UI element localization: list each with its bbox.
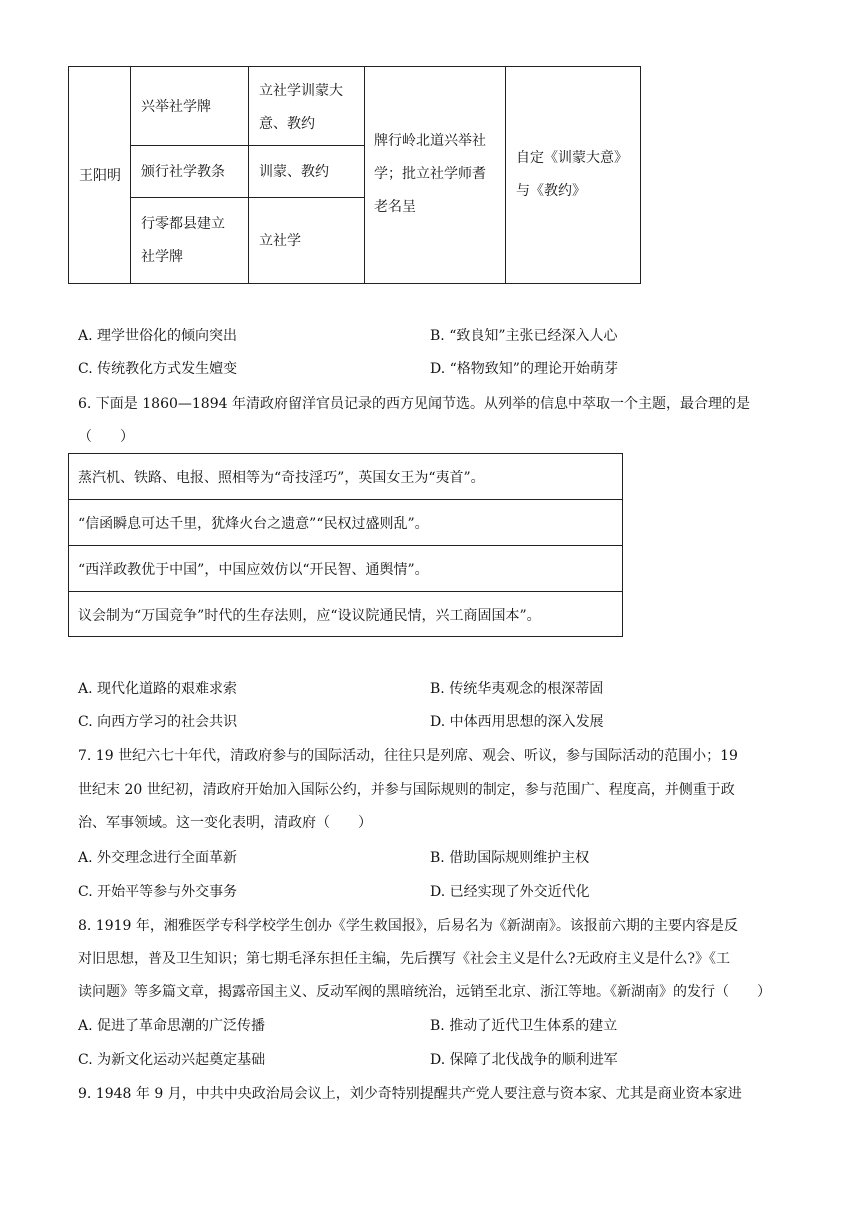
quote-text: “信函瞬息可达千里，犹烽火台之遗意”“民权过盛则乱”。 bbox=[78, 516, 429, 532]
q6-option-d[interactable]: D. 中体西用思想的深入发展 bbox=[430, 714, 604, 730]
table-text: 意、教约 bbox=[259, 116, 315, 132]
table-text: 立社学 bbox=[259, 233, 301, 249]
q7-option-c[interactable]: C. 开始平等参与外交事务 bbox=[78, 884, 238, 900]
table-cell-person bbox=[68, 66, 131, 284]
quote-text: 议会制为“万国竞争”时代的生存法则，应“设议院通民情，兴工商固国本”。 bbox=[78, 608, 541, 624]
q7-stem-line3: 治、军事领域。这一变化表明，清政府（ ） bbox=[78, 815, 372, 831]
table-text: 训蒙、教约 bbox=[259, 164, 329, 180]
quote-row bbox=[69, 454, 622, 500]
q8-option-b[interactable]: B. 推动了近代卫生体系的建立 bbox=[430, 1018, 618, 1034]
q8-stem-line1: 8. 1919 年，湘雅医学专科学校学生创办《学生救国报》，后易名为《新湖南》。该报前六期的主要内容是反 bbox=[78, 918, 738, 934]
q6-stem-line1: 6. 下面是 1860—1894 年清政府留洋官员记录的西方见闻节选。从列举的信息中萃取一个主题，最合理的是 bbox=[78, 396, 750, 412]
table-person-name: 王阳明 bbox=[79, 168, 121, 184]
table-text: 学；批立社学师耆 bbox=[374, 166, 486, 182]
quote-row bbox=[69, 592, 622, 636]
q8-option-c[interactable]: C. 为新文化运动兴起奠定基础 bbox=[78, 1052, 266, 1068]
quote-row bbox=[69, 546, 622, 592]
table-text: 与《教约》 bbox=[516, 183, 586, 199]
q7-option-b[interactable]: B. 借助国际规则维护主权 bbox=[430, 850, 590, 866]
table-text: 老名呈 bbox=[374, 199, 416, 215]
q5-option-c[interactable]: C. 传统教化方式发生嬗变 bbox=[78, 361, 238, 377]
table-cell bbox=[130, 197, 249, 284]
table-cell bbox=[248, 197, 365, 284]
table-text: 兴举社学牌 bbox=[141, 99, 211, 115]
q8-stem-line2: 对旧思想，普及卫生知识；第七期毛泽东担任主编，先后撰写《社会主义是什么?无政府主义是什么?》《工 bbox=[78, 951, 731, 967]
table-cell bbox=[130, 66, 249, 146]
table-text: 自定《训蒙大意》 bbox=[516, 150, 628, 166]
table-cell bbox=[248, 145, 365, 198]
q6-option-b[interactable]: B. 传统华夷观念的根深蒂固 bbox=[430, 681, 604, 697]
table-cell bbox=[364, 66, 506, 284]
reform-table bbox=[68, 66, 641, 284]
q7-option-a[interactable]: A. 外交理念进行全面革新 bbox=[78, 850, 238, 866]
table-text: 立社学训蒙大 bbox=[259, 83, 343, 99]
quote-text: “西洋政教优于中国”，中国应效仿以“开民智、通舆情”。 bbox=[78, 562, 429, 578]
quote-text: 蒸汽机、铁路、电报、照相等为“奇技淫巧”，英国女王为“夷首”。 bbox=[78, 470, 485, 486]
q5-option-a[interactable]: A. 理学世俗化的倾向突出 bbox=[78, 328, 238, 344]
table-text: 颁行社学教条 bbox=[141, 164, 225, 180]
q9-stem-line1: 9. 1948 年 9 月，中共中央政治局会议上，刘少奇特别提醒共产党人要注意与资本家、尤其是商业资本家进 bbox=[78, 1086, 742, 1102]
q5-option-b[interactable]: B. “致良知”主张已经深入人心 bbox=[430, 328, 618, 344]
table-text: 行零都县建立 bbox=[141, 216, 225, 232]
table-cell bbox=[248, 66, 365, 146]
q6-option-a[interactable]: A. 现代化道路的艰难求索 bbox=[78, 681, 238, 697]
quote-row bbox=[69, 500, 622, 546]
q7-stem-line1: 7. 19 世纪六七十年代，清政府参与的国际活动，往往只是列席、观会、听议，参与国际活动的范围小；19 bbox=[78, 748, 738, 764]
q8-option-a[interactable]: A. 促进了革命思潮的广泛传播 bbox=[78, 1018, 266, 1034]
table-text: 牌行岭北道兴举社 bbox=[374, 133, 486, 149]
q7-stem-line2: 世纪末 20 世纪初，清政府开始加入国际公约，并参与国际规则的制定，参与范围广、程度高，并侧重于政 bbox=[78, 782, 735, 798]
q7-option-d[interactable]: D. 已经实现了外交近代化 bbox=[430, 884, 590, 900]
table-text: 社学牌 bbox=[141, 249, 183, 265]
q5-option-d[interactable]: D. “格物致知”的理论开始萌芽 bbox=[430, 361, 618, 377]
quote-table bbox=[68, 453, 623, 637]
q6-stem-line2: （ ） bbox=[78, 429, 134, 445]
table-cell bbox=[130, 145, 249, 198]
q6-option-c[interactable]: C. 向西方学习的社会共识 bbox=[78, 714, 238, 730]
q8-option-d[interactable]: D. 保障了北伐战争的顺利进军 bbox=[430, 1052, 618, 1068]
table-cell bbox=[505, 66, 641, 284]
q8-stem-line3: 读问题》等多篇文章，揭露帝国主义、反动军阀的黑暗统治，远销至北京、浙江等地。《新湖南》的发行（ ） bbox=[78, 984, 771, 1000]
